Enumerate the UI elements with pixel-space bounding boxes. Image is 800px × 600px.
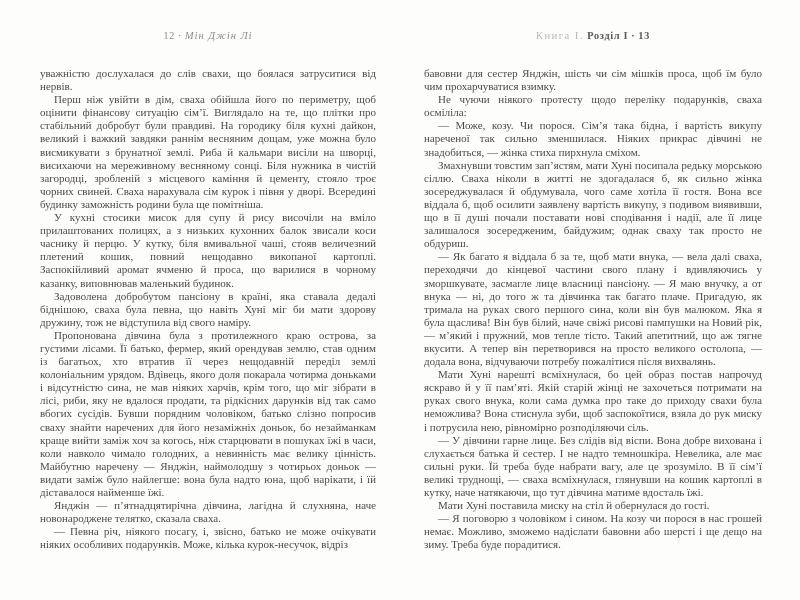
header-separator: · [177, 31, 182, 42]
paragraph: — У дівчини гарне лице. Без слідів від віспи. Вона добре вихована і слухається батька й сестер. І не надто темношкіра. Невелика, але має сильні руки. Їй треба буде набрати вагу, але це зрозуміло. В її сім’ї великі труднощі, — сваха всміхнулася, глянувши на кошик картоплі в кутку, наче натякаючи, що тут дівчина матиме вдосталь їжі. [424, 434, 762, 499]
paragraph: бавовни для сестер Янджін, шість чи сім мішків проса, щоб їм було чим прохарчуватися взимку. [424, 68, 762, 94]
paragraph: Янджін — п’ятнадцятирічна дівчина, лагідна й слухняна, наче новонароджене телятко, сказала сваха. [40, 500, 376, 526]
book-label: Книга І. [536, 31, 584, 42]
right-page [424, 30, 762, 590]
left-running-head [40, 30, 376, 54]
paragraph: Мати Хуні нарешті всміхнулася, бо цей образ постав напрочуд яскраво й у її пам’яті. Якій старій жінці не захочеться потримати на руках свого внука, коли сама думка про таке до приходу свахи була неможлива? Вона стиснула зуби, щоб заспокоїтися, взяла до рук миску і потрусила нею, рівномірно розподіляючи сіль. [424, 369, 762, 434]
paragraph: — Я поговорю з чоловіком і сином. На козу чи порося в нас грошей немає. Можливо, зможемо надіслати бавовни або шерсті і ще дещо на зиму. Треба буде порадитися. [424, 513, 762, 552]
left-page-text [40, 68, 376, 552]
right-running-head [424, 30, 762, 54]
paragraph: Змахнувши товстим зап’ястям, мати Хуні посипала редьку морською сіллю. Сваха ніколи в житті не здогадалася б, як сильно жінка зосереджувалася й обдумувала, чого саме хотіла її гостя. Вона все віддала б, щоб осилити заявлену вартість викупу, з подивом виявивши, що в її душі почали поставати нові сподівання і надії, але її лице залишалося зосередженим, байдужим; однак сваху так просто не обдуриш. [424, 159, 762, 251]
left-page [40, 30, 376, 590]
paragraph: Перш ніж увійти в дім, сваха обійшла його по периметру, щоб оцінити фінансову ситуацію сім’ї. Виглядало на те, що плітки про стабільний добробут були правдиві. На городику біля кухні дайкон, великий і важкий завдяки раннім весняним дощам, уже можна було висмикувати з брунатної землі. Риба й кальмари висіли на шворці, висихаючи на мереживному весняному сонці. Біля нужника в чистій загородці, зробленій з місцевого каміння й цементу, стояло троє чорних свиней. Сваха нарахувала сім курок і півня у дворі. Всередині будинку заможність родини була ще помітніша. [40, 94, 376, 211]
paragraph: — Може, козу. Чи порося. Сім’я така бідна, і вартість викупу нареченої так сильно зменшилася. Ніяких прикрас дівчині не знадобиться, — жінка стиха пирхнула сміхом. [424, 120, 762, 159]
paragraph: Мати Хуні поставила миску на стіл й обернулася до гості. [438, 500, 710, 513]
header-separator: · [631, 31, 636, 42]
paragraph: — Як багато я віддала б за те, щоб мати внука, — вела далі сваха, переходячи до кінцевої частини свого плану і вдивляючись у зморшкувате, засмагле лице власниці пансіону. — Я маю внучку, а от внука — ні, до того ж та дівчинка так багато плаче. Пригадую, як тримала на руках свого першого сина, коли він був малюком. Яка я була щаслива! Він був білий, наче свіжі рисові пампушки на Новий рік, — м’який і пружний, мов тепле тісто. Такий апетитний, що аж тягне вкусити. А тепер він перетворився на просто великого остолопа, — додала вона, відчуваючи потребу пожалітися після вихвалянь. [424, 251, 762, 369]
paragraph: Не чуючи ніякого протесту щодо переліку подарунків, сваха осміліла: [424, 94, 762, 120]
paragraph: У кухні стосики мисок для супу й рису височіли на вміло прилаштованих полицях, а з низьких кухонних балок звисали коси часнику й перцю. У кутку, біля вмивальної чаші, стояв величезний плетений кошик, повний нещодавно викопаної картоплі. Заспокійливий аромат ячменю й проса, що варилися в чорному казанку, виповнював маленький будинок. [40, 212, 376, 290]
chapter-label: Розділ І [587, 31, 629, 42]
right-page-text [424, 68, 762, 552]
paragraph: уважністю дослухалася до слів свахи, що боялася затруситися від нервів. [40, 68, 376, 94]
author-name: Мін Джін Лі [184, 31, 253, 42]
left-page-number: 12 [163, 31, 175, 42]
right-page-number: 13 [638, 31, 650, 42]
paragraph: — Певна річ, ніякого посагу, і, звісно, батько не може очікувати ніяких особливих подарунків. Може, кілька курок-несучок, відріз [40, 526, 376, 552]
paragraph: Задоволена добробутом пансіону в країні, яка ставала дедалі біднішою, сваха була певна, що навіть Хуні міг би мати здорову дружину, тож не відступила від свого наміру. [40, 290, 376, 329]
paragraph: Пропонована дівчина була з протилежного краю острова, за густими лісами. Її батько, фермер, який орендував землю, став одним із багатьох, хто втратив її через нещодавній переділ землі колоніальним урядом. Вдівець, якого доля покарала чотирма доньками і відсутністю сина, не мав ніяких харчів, крім того, що міг зібрати в лісі, риби, яку не вдалося продати, та рідкісних дарунків від так само вбогих сусідів. Бувши порядним чоловіком, батько слізно попросив сваху знайти наречених для його незаміжніх доньок, бо незайманкам краще вийти заміж хоч за когось, ніж старцювати в пошуках їжі в часи, коли навколо чимало голодних, а невинність має велику цінність. Майбутню наречену — Янджін, наймолодшу з чотирьох доньок — видати заміж було найлегше: вона була надто юна, щоб нарікати, і їй діставалося найменше їжі. [40, 329, 376, 499]
